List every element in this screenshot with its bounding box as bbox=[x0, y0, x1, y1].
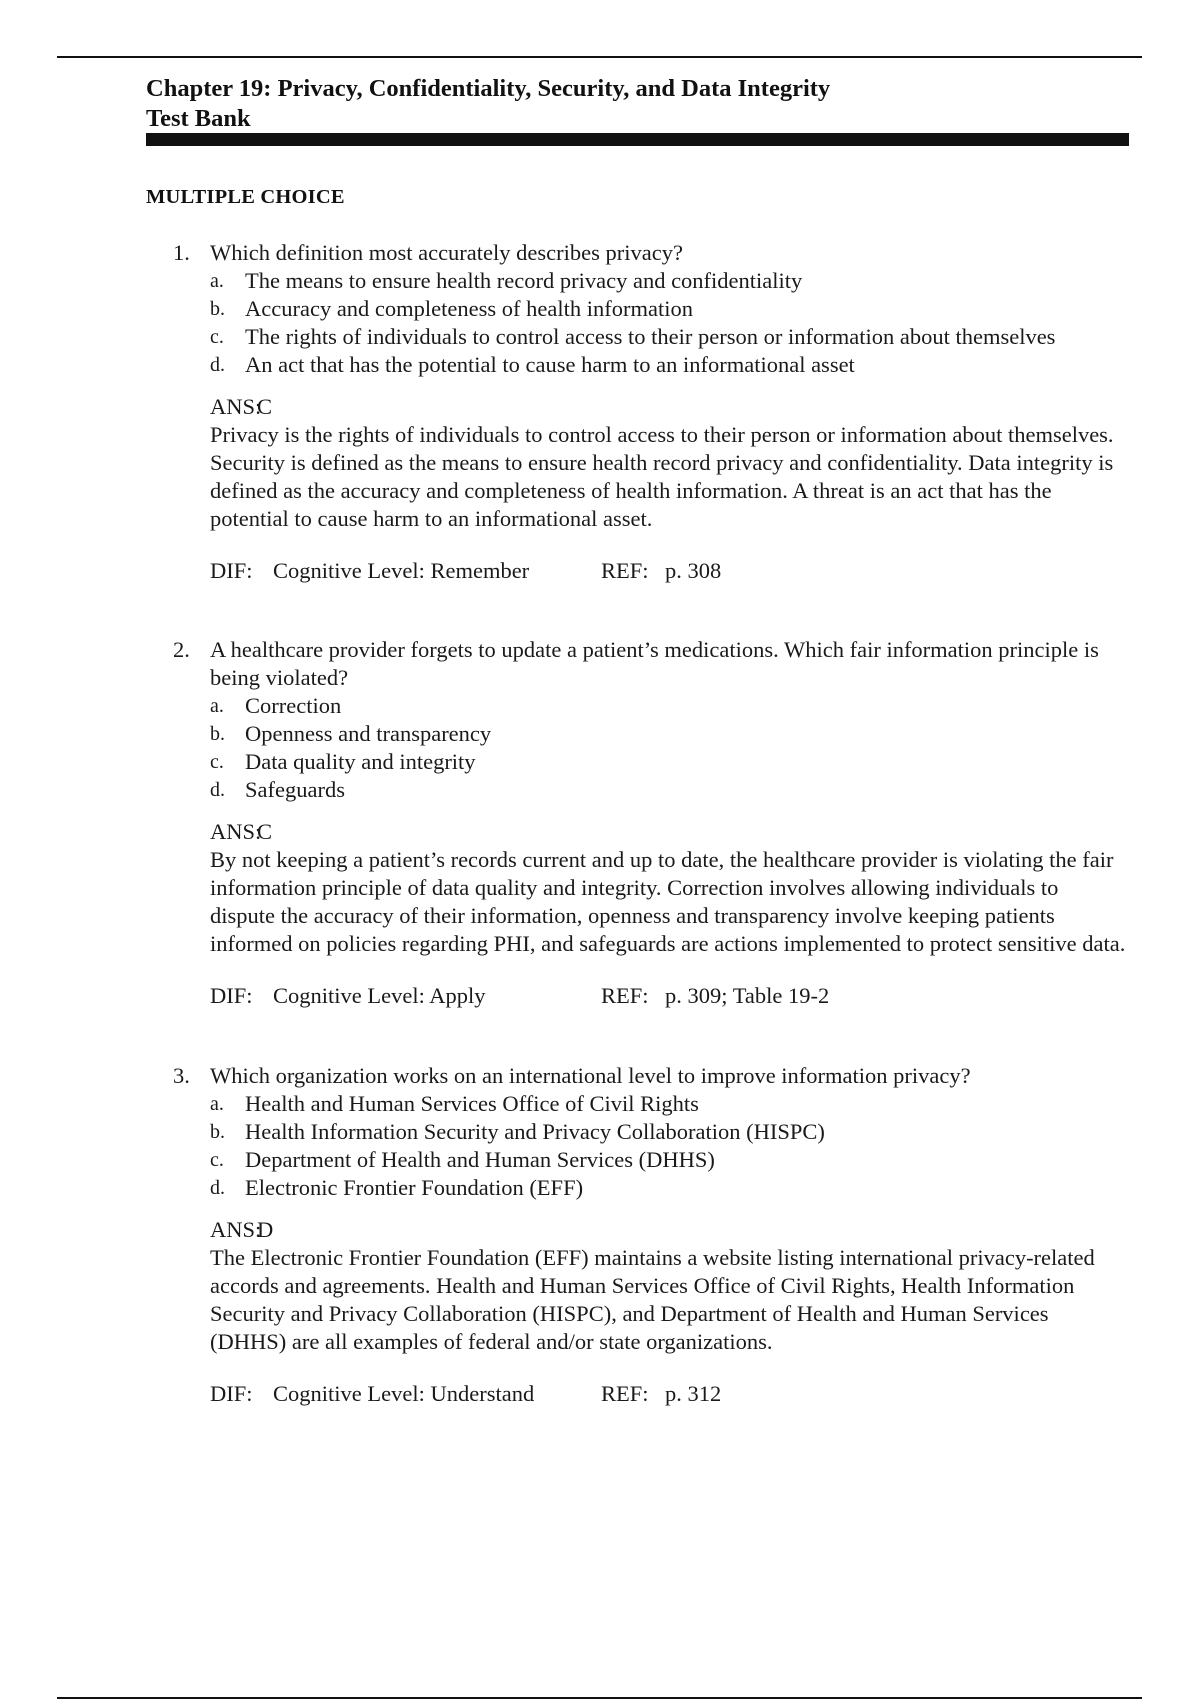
option-letter: d. bbox=[210, 1177, 225, 1199]
question-stem: A healthcare provider forgets to update a patient’s medications. Which fair information principle is being violated? bbox=[210, 637, 1099, 690]
option-letter: c. bbox=[210, 1149, 224, 1171]
top-rule bbox=[57, 56, 1142, 58]
option-letter: d. bbox=[210, 354, 225, 376]
answer-label: ANS: bbox=[210, 819, 262, 844]
ref-value: p. 308 bbox=[665, 558, 722, 583]
question-stem-row bbox=[146, 1062, 1126, 1090]
question-stem: Which definition most accurately describes privacy? bbox=[210, 240, 683, 265]
option-d bbox=[146, 776, 1126, 804]
option-text: Safeguards bbox=[245, 777, 345, 802]
question-stem-row bbox=[146, 239, 1126, 267]
dif-value: Cognitive Level: Apply bbox=[273, 983, 486, 1008]
option-a bbox=[146, 267, 1126, 295]
page-header bbox=[146, 74, 1126, 134]
option-text: Electronic Frontier Foundation (EFF) bbox=[245, 1175, 584, 1200]
answer-line bbox=[146, 1216, 1126, 1244]
answer-value: C bbox=[257, 819, 273, 844]
meta-line bbox=[146, 1380, 1126, 1408]
option-c bbox=[146, 323, 1126, 351]
dif-label: DIF: bbox=[210, 558, 253, 583]
option-letter: c. bbox=[210, 326, 224, 348]
option-letter: a. bbox=[210, 695, 224, 717]
dif-value: Cognitive Level: Remember bbox=[273, 558, 530, 583]
meta-line bbox=[146, 982, 1126, 1010]
option-text: Health and Human Services Office of Civil Rights bbox=[245, 1091, 699, 1116]
option-text: Health Information Security and Privacy Collaboration (HISPC) bbox=[245, 1119, 825, 1144]
question-stem: Which organization works on an international level to improve information privacy? bbox=[210, 1063, 971, 1088]
ref-label: REF: bbox=[601, 558, 649, 583]
answer-line bbox=[146, 818, 1126, 846]
option-b bbox=[146, 1118, 1126, 1146]
rationale: The Electronic Frontier Foundation (EFF) maintains a website listing international privacy-related accords and agreements. Health and Human Services Office of Civil Rights, Health Information Security and Privacy Collaboration (HISPC), and Department of Health and Human Services (DHHS) are all examples of federal and/or state organizations. bbox=[210, 1245, 1095, 1354]
question-number: 3. bbox=[173, 1063, 190, 1088]
question-stem-row bbox=[146, 636, 1126, 692]
option-text: Correction bbox=[245, 693, 342, 718]
meta-line bbox=[146, 557, 1126, 585]
option-text: The rights of individuals to control access to their person or information about themselves bbox=[245, 324, 1056, 349]
option-a bbox=[146, 1090, 1126, 1118]
question-3 bbox=[146, 1062, 1126, 1408]
option-b bbox=[146, 295, 1126, 323]
option-letter: b. bbox=[210, 723, 225, 745]
option-d bbox=[146, 351, 1126, 379]
option-a bbox=[146, 692, 1126, 720]
ref-label: REF: bbox=[601, 983, 649, 1008]
dif-value: Cognitive Level: Understand bbox=[273, 1381, 535, 1406]
chapter-subtitle: Test Bank bbox=[146, 105, 251, 132]
question-1 bbox=[146, 239, 1126, 585]
option-text: Openness and transparency bbox=[245, 721, 492, 746]
answer-label: ANS: bbox=[210, 1217, 262, 1242]
question-number: 1. bbox=[173, 240, 190, 265]
rationale: By not keeping a patient’s records current and up to date, the healthcare provider is violating the fair information principle of data quality and integrity. Correction involves allowing individuals to dispute the accuracy of their information, openness and transparency involve keeping patients informed on policies regarding PHI, and safeguards are actions implemented to protect sensitive data. bbox=[210, 847, 1126, 956]
option-letter: b. bbox=[210, 1121, 225, 1143]
question-2 bbox=[146, 636, 1126, 1010]
answer-label: ANS: bbox=[210, 394, 262, 419]
bottom-rule bbox=[57, 1697, 1142, 1699]
answer-value: C bbox=[257, 394, 273, 419]
option-d bbox=[146, 1174, 1126, 1202]
ref-value: p. 309; Table 19-2 bbox=[665, 983, 830, 1008]
header-bar bbox=[146, 133, 1129, 146]
option-c bbox=[146, 1146, 1126, 1174]
option-letter: a. bbox=[210, 270, 224, 292]
option-text: The means to ensure health record privacy and confidentiality bbox=[245, 268, 803, 293]
question-number: 2. bbox=[173, 637, 190, 662]
option-text: An act that has the potential to cause harm to an informational asset bbox=[245, 352, 855, 377]
ref-label: REF: bbox=[601, 1381, 649, 1406]
option-letter: d. bbox=[210, 779, 225, 801]
option-text: Department of Health and Human Services (DHHS) bbox=[245, 1147, 715, 1172]
dif-label: DIF: bbox=[210, 1381, 253, 1406]
answer-value: D bbox=[257, 1217, 274, 1242]
section-heading: MULTIPLE CHOICE bbox=[146, 186, 345, 208]
option-letter: c. bbox=[210, 751, 224, 773]
ref-value: p. 312 bbox=[665, 1381, 722, 1406]
option-c bbox=[146, 748, 1126, 776]
rationale: Privacy is the rights of individuals to control access to their person or information about themselves. Security is defined as the means to ensure health record privacy and confidentiality. Data integrity is defined as the accuracy and completeness of health information. A threat is an act that has the potential to cause harm to an informational asset. bbox=[210, 422, 1114, 531]
option-b bbox=[146, 720, 1126, 748]
option-text: Data quality and integrity bbox=[245, 749, 476, 774]
answer-line bbox=[146, 393, 1126, 421]
chapter-title: Chapter 19: Privacy, Confidentiality, Security, and Data Integrity bbox=[146, 75, 831, 102]
dif-label: DIF: bbox=[210, 983, 253, 1008]
option-letter: b. bbox=[210, 298, 225, 320]
option-text: Accuracy and completeness of health information bbox=[245, 296, 693, 321]
option-letter: a. bbox=[210, 1093, 224, 1115]
